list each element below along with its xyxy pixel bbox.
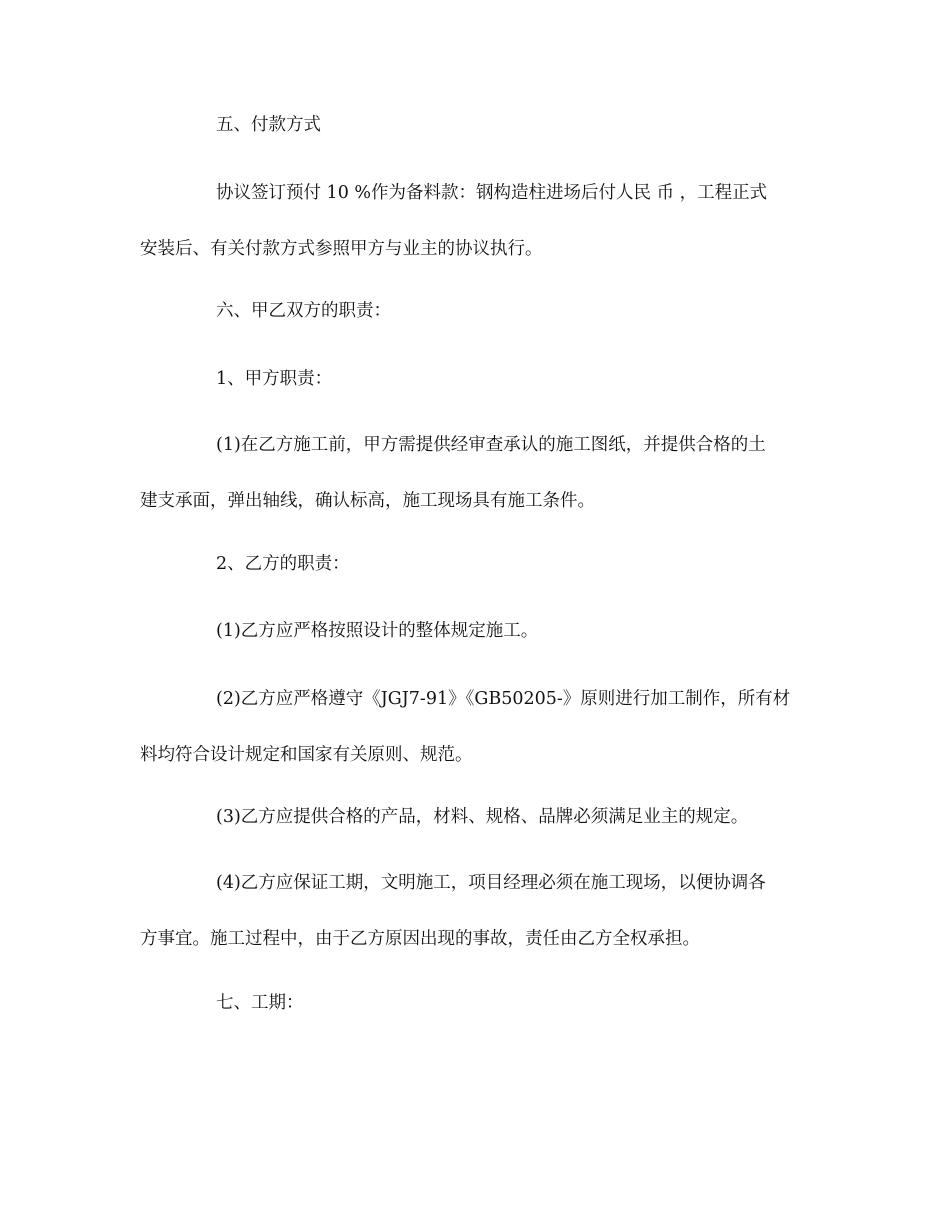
text-line: (2)乙方应严格遵守《JGJ7-91》《GB50205-》原则进行加工制作，所有材 bbox=[216, 689, 791, 709]
paragraph-party-a-item-1 bbox=[140, 417, 815, 529]
paragraph-party-b-item-3 bbox=[140, 789, 815, 845]
paragraph-party-b-item-4 bbox=[140, 855, 815, 967]
text-line: 七、工期： bbox=[216, 993, 304, 1013]
subheading-party-b-duties bbox=[140, 536, 815, 592]
text-line: 协议签订预付 10 %作为备料款：钢构造柱进场后付人民 币 ，工程正式 bbox=[216, 183, 768, 203]
text-line: 1、甲方职责： bbox=[216, 369, 333, 389]
text-line: (4)乙方应保证工期，文明施工，项目经理必须在施工现场，以便协调各 bbox=[216, 873, 766, 893]
section-heading-duties bbox=[140, 283, 815, 339]
text-line: (3)乙方应提供合格的产品，材料、规格、品牌必须满足业主的规定。 bbox=[216, 807, 749, 827]
text-line: 五、付款方式 bbox=[216, 115, 321, 135]
text-line: 2、乙方的职责： bbox=[216, 554, 350, 574]
text-line: 方事宜。施工过程中，由于乙方原因出现的事故，责任由乙方全权承担。 bbox=[140, 929, 700, 949]
text-line: 六、甲乙双方的职责： bbox=[216, 301, 391, 321]
section-heading-schedule bbox=[140, 975, 815, 1031]
text-line: 建支承面，弹出轴线，确认标高，施工现场具有施工条件。 bbox=[140, 491, 595, 511]
text-line: 安装后、有关付款方式参照甲方与业主的协议执行。 bbox=[140, 239, 543, 259]
paragraph-party-b-item-1 bbox=[140, 603, 815, 659]
text-line: (1)乙方应严格按照设计的整体规定施工。 bbox=[216, 621, 539, 641]
text-line: 料均符合设计规定和国家有关原则、规范。 bbox=[140, 745, 473, 765]
section-heading-payment bbox=[140, 97, 815, 153]
text-line: (1)在乙方施工前，甲方需提供经审查承认的施工图纸，并提供合格的土 bbox=[216, 435, 766, 455]
subheading-party-a-duties bbox=[140, 351, 815, 407]
paragraph-payment-terms bbox=[140, 165, 815, 277]
paragraph-party-b-item-2 bbox=[140, 671, 815, 783]
